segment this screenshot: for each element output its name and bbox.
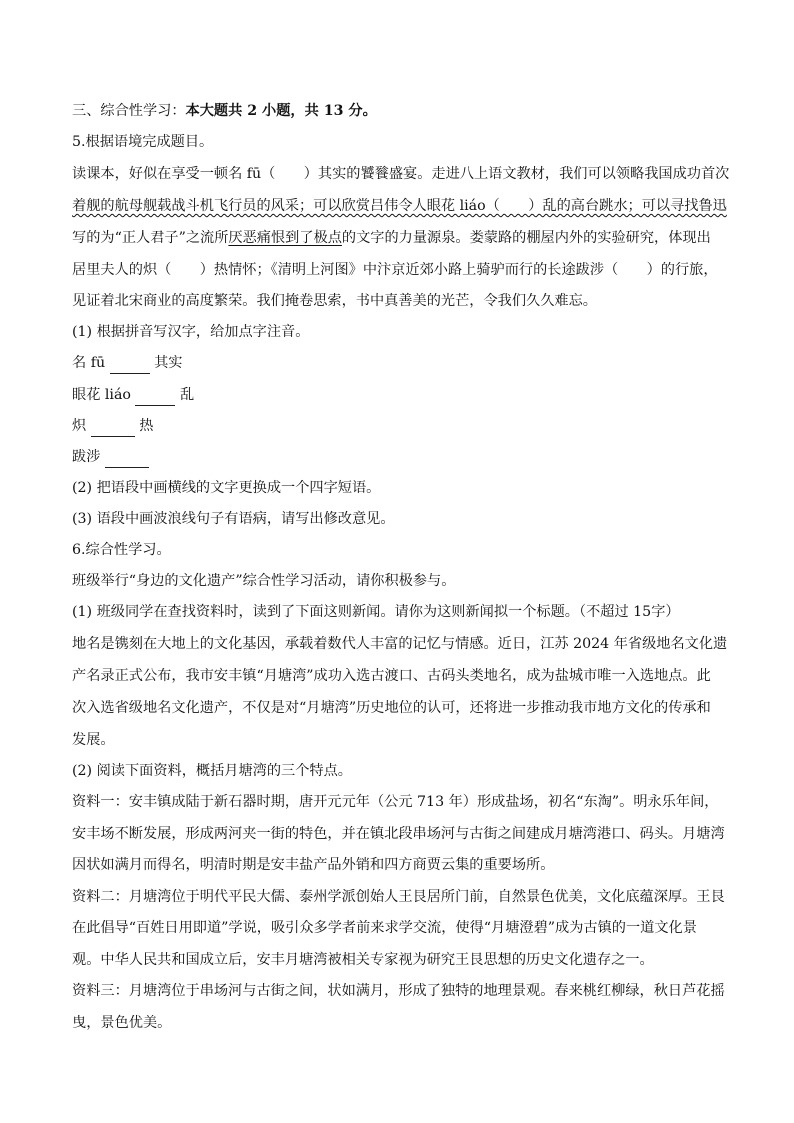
news-line: 产名录正式公布，我市安丰镇“月塘湾”成功入选古渡口、古码头类地名，成为盐城市唯一入选地点。此 — [72, 668, 711, 684]
passage-line — [72, 196, 732, 216]
fill-item: 眼花 liáo 乱 — [72, 385, 732, 406]
passage-line: 见证着北宋商业的高度繁荣。我们掩卷思索，书中真善美的光芒，令我们久久难忘。 — [72, 293, 597, 309]
answer-blank[interactable] — [135, 385, 175, 406]
news-line: 地名是镌刻在大地上的文化基因，承载着数代人丰富的记忆与情感。近日，江苏 2024 年省级地名文化遗 — [72, 636, 728, 652]
subquestion-2: (2) 把语段中画横线的文字更换成一个四字短语。 — [72, 480, 381, 496]
news-line: 次入选省级地名文化遗产，不仅是对“月塘湾”历史地位的认可，还将进一步推动我市地方文化的传承和 — [72, 700, 711, 716]
answer-blank[interactable] — [105, 447, 149, 468]
subquestion-2: (2) 阅读下面资料，概括月塘湾的三个特点。 — [72, 763, 352, 779]
news-line: 发展。 — [72, 732, 115, 748]
fill-item: 名 fū 其实 — [72, 353, 732, 374]
passage-line: 写的为“正人君子”之流所厌恶痛恨到了极点的文字的力量源泉。娄蒙路的棚屋内外的实验研究，体现出 — [72, 230, 711, 246]
question-6-intro: 班级举行“身边的文化遗产”综合性学习活动，请你积极参与。 — [72, 573, 456, 589]
question-5-title: 5.根据语境完成题目。 — [72, 134, 214, 150]
question-6-title: 6.综合性学习。 — [72, 542, 171, 558]
subquestion-1: (1) 班级同学在查找资料时，读到了下面这则新闻。请你为这则新闻拟一个标题。（不超过 15字） — [72, 604, 680, 620]
underlined-phrase: 厌恶痛恨到了极点 — [228, 230, 342, 246]
passage-line: 居里夫人的炽（ ）热情怀；《清明上河图》中汴京近郊小路上骑驴而行的长途跋涉（ ）的行旅， — [72, 262, 718, 278]
material-line: 曳，景色优美。 — [72, 1015, 172, 1031]
passage-line: 读课本，好似在享受一顿名 fū（ ）其实的饕餮盛宴。走进八上语文教材，我们可以领略我国成功首次 — [72, 166, 730, 182]
material-line: 在此倡导“百姓日用即道”学说，吸引众多学者前来求学交流，使得“月塘澄碧”成为古镇的一道文化景 — [72, 920, 697, 936]
answer-blank[interactable] — [110, 353, 150, 374]
fill-item: 跋涉 — [72, 447, 732, 468]
material-line: 观。中华人民共和国成立后，安丰月塘湾被相关专家视为研究王艮思想的历史文化遗存之一。 — [72, 952, 654, 968]
section-heading: 三、综合性学习：本大题共 2 小题，共 13 分。 — [72, 103, 377, 119]
fill-item: 炽 热 — [72, 416, 732, 437]
material-line: 因状如满月而得名，明清时期是安丰盐产品外销和四方商贾云集的重要场所。 — [72, 857, 555, 873]
material-line: 资料一：安丰镇成陆于新石器时期，唐开元元年（公元 713 年）形成盐场，初名“东淘”。明永乐年间， — [72, 794, 719, 810]
material-line: 安丰场不断发展，形成两河夹一街的特色，并在镇北段串场河与古街之间建成月塘湾港口、码头。月塘湾 — [72, 826, 725, 842]
subquestion-3: (3) 语段中画波浪线句子有语病，请写出修改意见。 — [72, 511, 395, 527]
wavy-underlined-text: 着舰的航母舰载战斗机飞行员的风采；可以欣赏吕伟令人眼花 liáo（ ）乱的高台跳水；可以寻找鲁迅 — [72, 198, 727, 214]
material-line: 资料二：月塘湾位于明代平民大儒、泰州学派创始人王艮居所门前，自然景色优美，文化底蕴深厚。王艮 — [72, 889, 725, 905]
subquestion-1: (1) 根据拼音写汉字，给加点字注音。 — [72, 324, 310, 340]
answer-blank[interactable] — [91, 416, 135, 437]
material-line: 资料三：月塘湾位于串场河与古街之间，状如满月，形成了独特的地理景观。春来桃红柳绿，秋日芦花摇 — [72, 983, 725, 999]
